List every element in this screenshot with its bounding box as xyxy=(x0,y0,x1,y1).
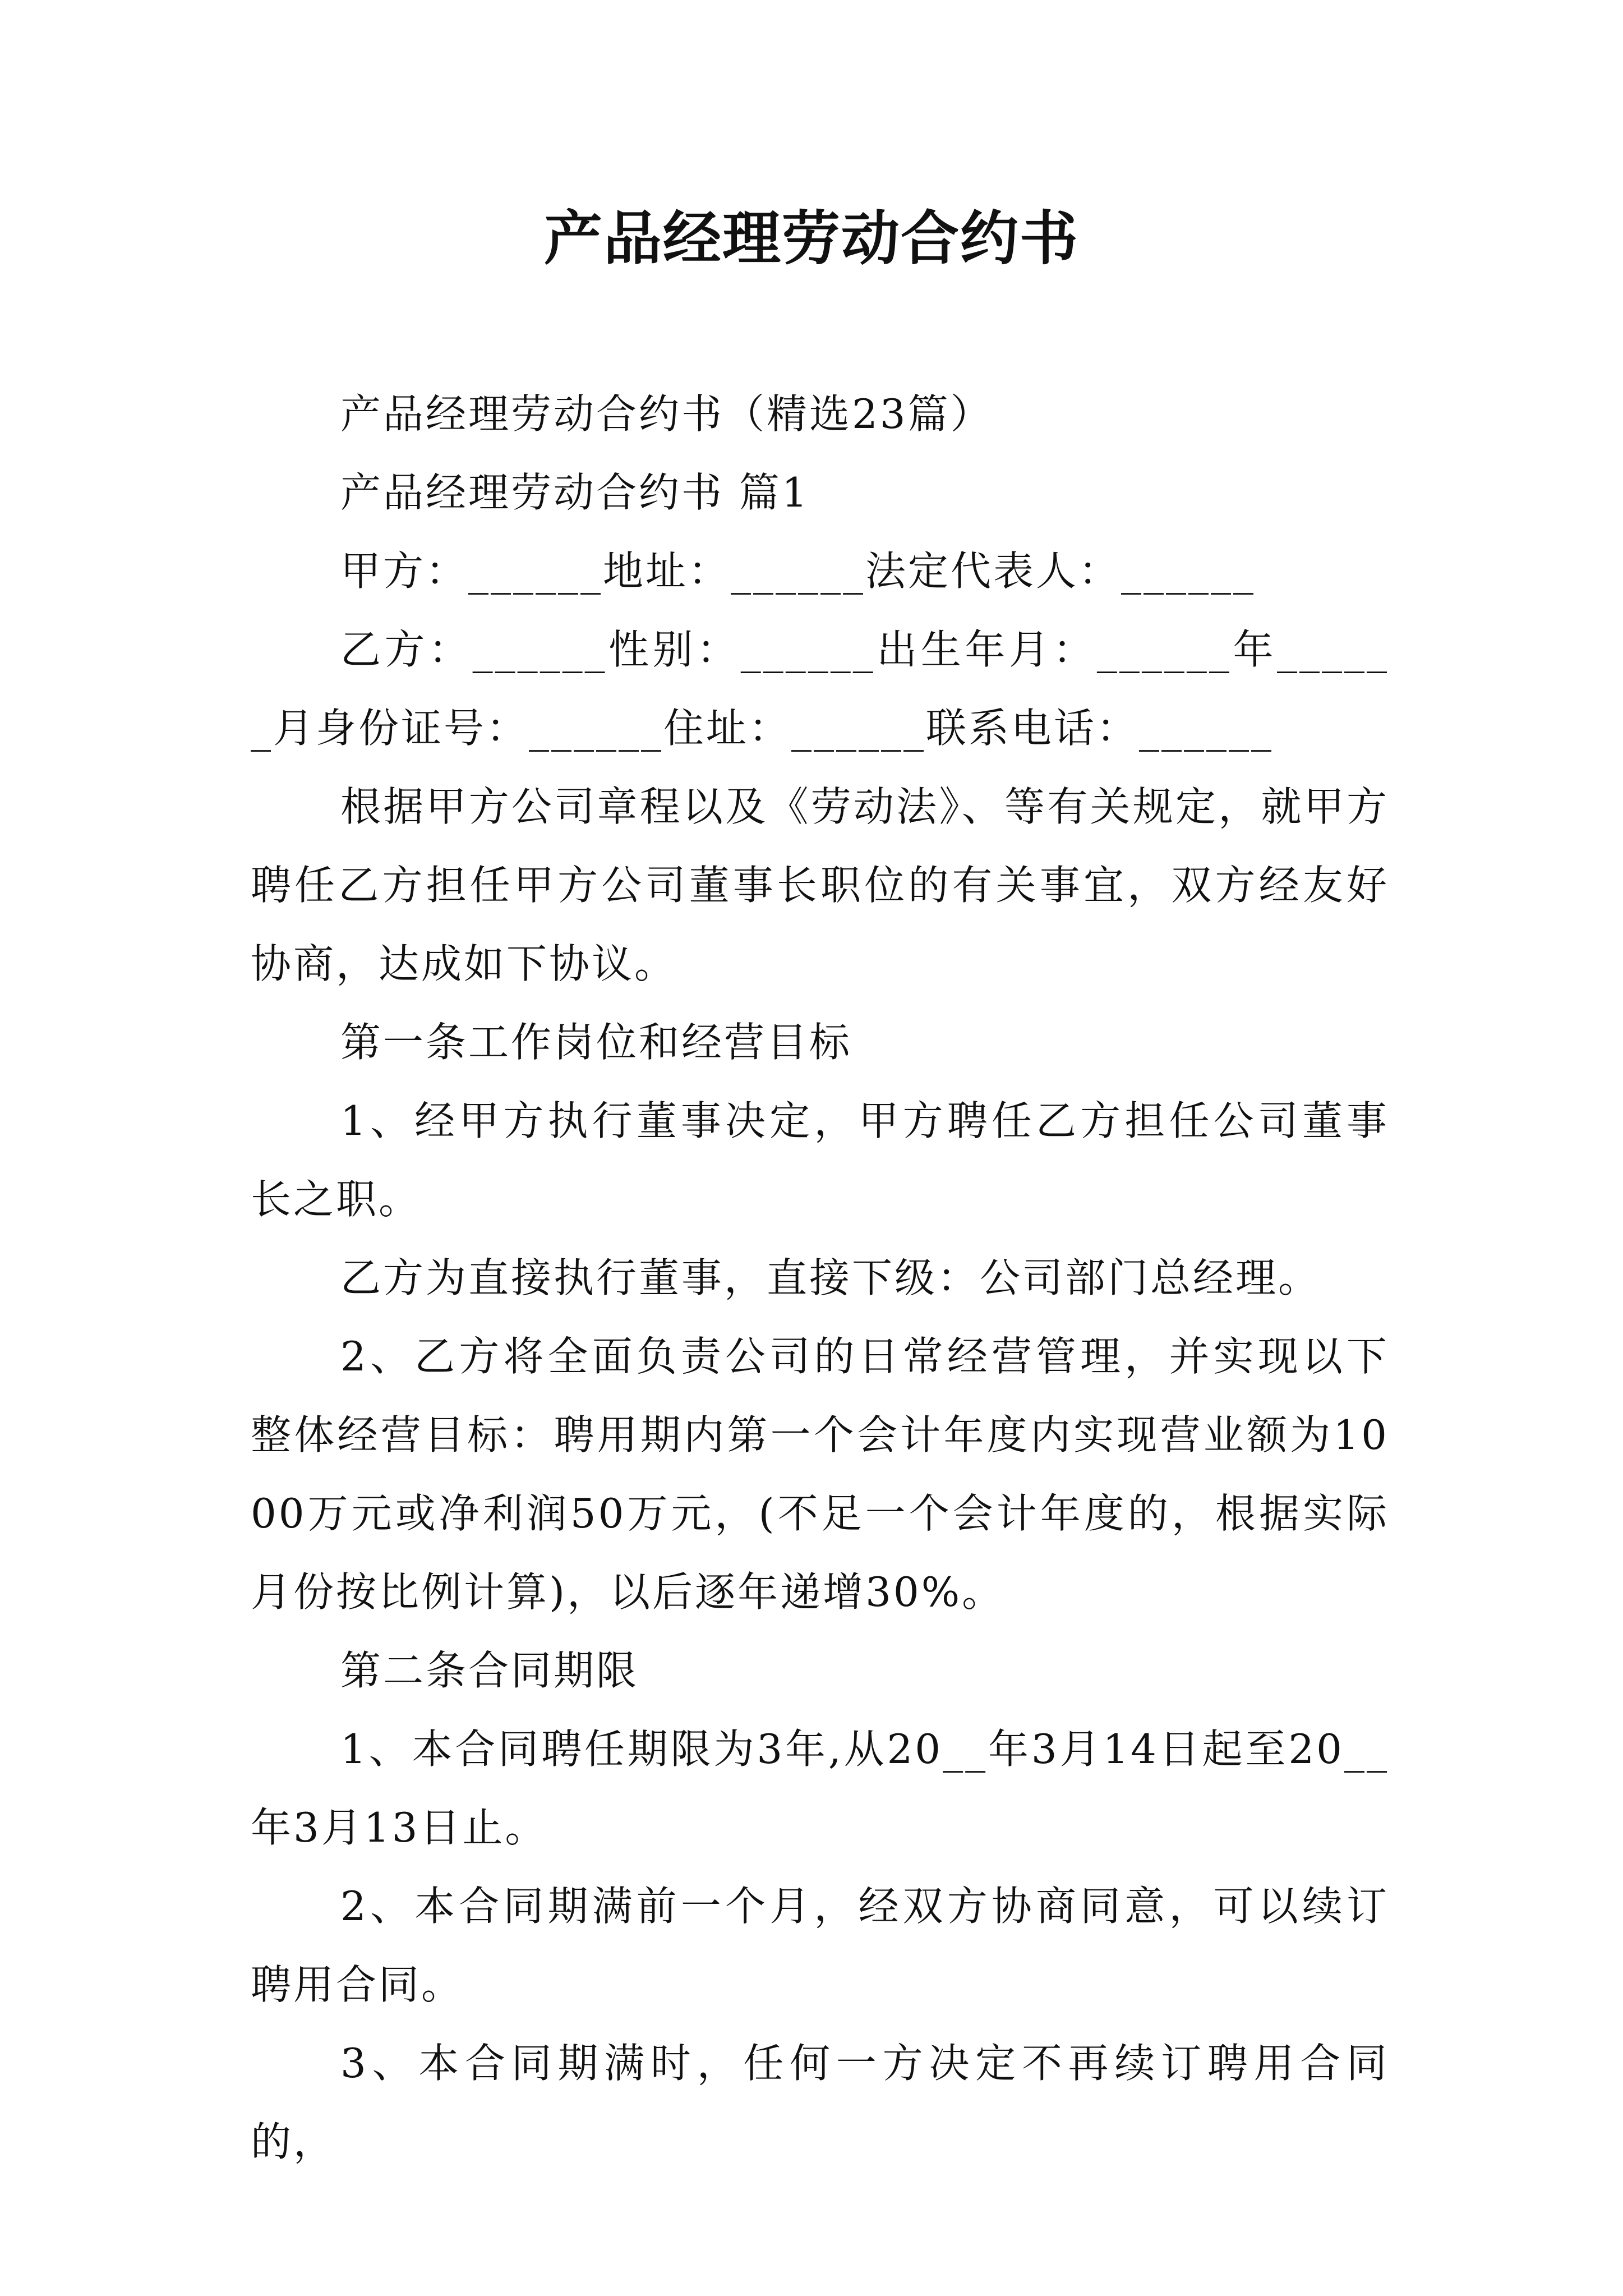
document-title: 产品经理劳动合约书 xyxy=(543,204,1079,273)
party-b-line: 乙方：______性别：______出生年月：______年______月身份证号：______住址：______联系电话：______ xyxy=(251,626,1389,752)
article-heading: 第一条工作岗位和经营目标 xyxy=(340,1019,852,1066)
clause-paragraph: 1、本合同聘任期限为3年,从20__年3月14日起至20__年3月13日止。 xyxy=(251,1726,1389,1851)
clause-paragraph: 1、经甲方执行董事决定，甲方聘任乙方担任公司董事长之职。 xyxy=(251,1097,1389,1223)
subtitle-paragraph: 产品经理劳动合约书（精选23篇） xyxy=(340,390,993,438)
clause-paragraph: 2、本合同期满前一个月，经双方协商同意，可以续订聘用合同。 xyxy=(251,1883,1389,2008)
clause-paragraph: 3、本合同期满时，任何一方决定不再续订聘用合同的， xyxy=(251,2040,1389,2165)
article-heading: 第二条合同期限 xyxy=(340,1647,639,1694)
clause-paragraph: 2、乙方将全面负责公司的日常经营管理，并实现以下整体经营目标：聘用期内第一个会计年度内实现营业额为1000万元或净利润50万元，(不足一个会计年度的，根据实际月份按比例计算)，以后逐年递增30%。 xyxy=(251,1333,1389,1616)
party-a-line: 甲方：______地址：______法定代表人：______ xyxy=(340,547,1256,595)
preamble-paragraph: 根据甲方公司章程以及《劳动法》、等有关规定，就甲方聘任乙方担任甲方公司董事长职位的有关事宜，双方经友好协商，达成如下协议。 xyxy=(251,783,1389,987)
section-heading: 产品经理劳动合约书 篇1 xyxy=(340,469,810,516)
document-body xyxy=(251,375,1389,2181)
clause-paragraph: 乙方为直接执行董事，直接下级：公司部门总经理。 xyxy=(340,1254,1321,1301)
